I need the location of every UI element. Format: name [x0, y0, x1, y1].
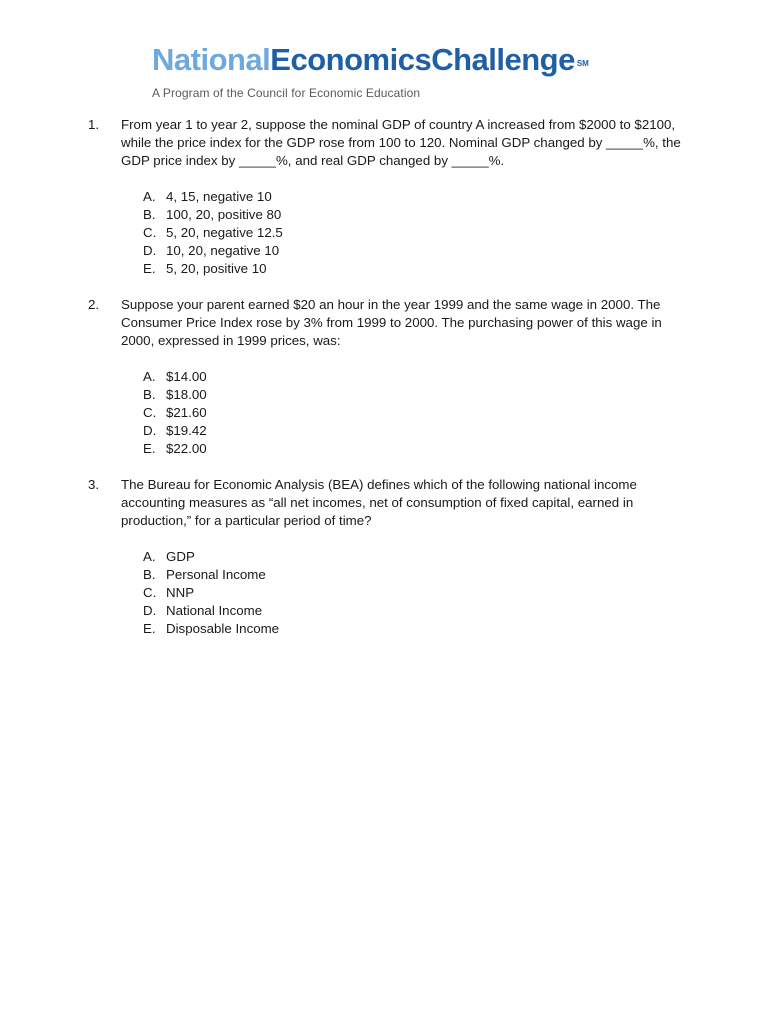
logo-word-economics: Economics: [270, 42, 432, 77]
question-2: [88, 296, 688, 458]
question-text: Suppose your parent earned $20 an hour in the year 1999 and the same wage in 2000. The Consumer Price Index rose by 3% from 1999 to 2000. The purchasing power of this wage in 2000, expressed in 1999 prices, was:: [121, 297, 662, 348]
answer-choice: [143, 620, 688, 638]
logo-word-challenge: Challenge: [431, 42, 575, 77]
answer-choice: [143, 368, 688, 386]
answer-choice: [143, 206, 688, 224]
question-3: [88, 476, 688, 638]
answer-choice: [143, 260, 688, 278]
question-1: [88, 116, 688, 278]
question-number: 2.: [88, 297, 100, 312]
choice-letter: C.: [143, 585, 157, 600]
choice-text: $21.60: [166, 405, 207, 420]
choice-letter: E.: [143, 621, 156, 636]
choice-letter: A.: [143, 549, 156, 564]
logo-word-national: National: [152, 42, 271, 77]
question-number: 1.: [88, 117, 100, 132]
choice-letter: B.: [143, 207, 156, 222]
answer-choice: [143, 386, 688, 404]
choice-letter: E.: [143, 441, 156, 456]
answer-choice: [143, 188, 688, 206]
national-economics-challenge-logo: [152, 42, 632, 78]
answer-choice: [143, 224, 688, 242]
answer-choices: [143, 188, 688, 278]
service-mark: SM: [576, 59, 589, 68]
choice-letter: D.: [143, 603, 157, 618]
answer-choices: [143, 368, 688, 458]
answer-choice: [143, 440, 688, 458]
choice-text: NNP: [166, 585, 195, 600]
choice-text: Disposable Income: [166, 621, 280, 636]
answer-choice: [143, 548, 688, 566]
answer-choice: [143, 422, 688, 440]
answer-choice: [143, 404, 688, 422]
choice-letter: A.: [143, 369, 156, 384]
choice-text: 100, 20, positive 80: [166, 207, 282, 222]
choice-letter: D.: [143, 423, 157, 438]
question-list: [88, 116, 688, 656]
choice-text: $19.42: [166, 423, 207, 438]
choice-letter: A.: [143, 189, 156, 204]
question-number: 3.: [88, 477, 100, 492]
answer-choice: [143, 602, 688, 620]
choice-text: GDP: [166, 549, 195, 564]
choice-text: 5, 20, positive 10: [166, 261, 267, 276]
page-header: [152, 42, 632, 100]
choice-letter: D.: [143, 243, 157, 258]
answer-choice: [143, 566, 688, 584]
answer-choice: [143, 584, 688, 602]
choice-letter: B.: [143, 567, 156, 582]
question-text: From year 1 to year 2, suppose the nominal GDP of country A increased from $2000 to $2100, while the price index for the GDP rose from 100 to 120. Nominal GDP changed by _____%, the GDP price index by _____%, and real GDP changed by _____%.: [121, 117, 681, 168]
choice-letter: C.: [143, 225, 157, 240]
choice-text: $22.00: [166, 441, 207, 456]
answer-choices: [143, 548, 688, 638]
answer-choice: [143, 242, 688, 260]
choice-text: 5, 20, negative 12.5: [166, 225, 283, 240]
choice-text: $18.00: [166, 387, 207, 402]
choice-letter: C.: [143, 405, 157, 420]
tagline: A Program of the Council for Economic Education: [152, 86, 421, 100]
choice-letter: E.: [143, 261, 156, 276]
choice-text: $14.00: [166, 369, 207, 384]
choice-text: 4, 15, negative 10: [166, 189, 272, 204]
question-text: The Bureau for Economic Analysis (BEA) defines which of the following national income accounting measures as “all net incomes, net of consumption of fixed capital, earned in production,” for a particular period of time?: [121, 477, 637, 528]
choice-text: 10, 20, negative 10: [166, 243, 280, 258]
choice-text: National Income: [166, 603, 263, 618]
choice-text: Personal Income: [166, 567, 266, 582]
choice-letter: B.: [143, 387, 156, 402]
